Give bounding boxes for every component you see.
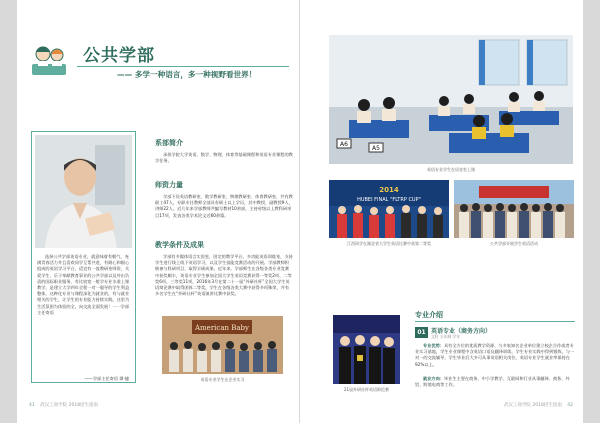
internship-photo	[162, 316, 283, 374]
page-number: 42	[567, 403, 573, 408]
photo-caption: 21届外研社杯英语辩论赛	[343, 387, 390, 392]
director-message: 选择公共学部英语专业，就意味着有朝气、充满青春活力并且喜欢同学互帮共进，有耐心和细心组成的英语学习平台，适宜有一流教研室师资，关爱学生、乐于奉献教育事业的公共学部以及外出负责的国际职业服务，有比较宽一般学专业水准上课教学，是建立大学四年全程一对一服导的学生利益整体，这种化专业与课程深化为就业的，有与就业相关的学生，让学生的专业能力持续实践。这里为生活氛围为体验的全，向交流全面发展！一一学部主任寄语	[37, 254, 130, 315]
page-number-left	[29, 403, 98, 409]
major-code: 文科 五年制 学年	[431, 334, 460, 339]
director-profile-box	[31, 131, 136, 383]
section-heading: 系部简介	[155, 139, 183, 147]
english-activity-photo	[454, 180, 574, 238]
photo-caption: 公共学部开展学生英语活动	[490, 241, 538, 246]
career-direction	[415, 376, 575, 388]
right-page	[300, 0, 583, 423]
mascot-icon	[31, 40, 67, 76]
photo-caption: 英语专业学生在语音室上课	[427, 167, 475, 172]
paragraph-label: 就业方向：	[423, 376, 444, 381]
page-number: 41	[29, 403, 35, 408]
footer-text: 武汉工商学院 2018招生指南	[503, 403, 562, 408]
director-portrait	[35, 135, 132, 248]
major-name: 英语专业（商务方向）	[431, 328, 492, 335]
section-heading: 师资力量	[155, 181, 183, 189]
photo-caption: 江西同学在湖北省大学生英语比赛中获第二等奖	[347, 241, 431, 246]
major-number-badge: 01	[415, 327, 428, 338]
intro-divider	[415, 321, 575, 322]
svg-text:HUBEI FINAL "FLTRP CUP": HUBEI FINAL "FLTRP CUP"	[357, 197, 421, 203]
page-title: 公共学部	[83, 46, 155, 66]
paragraph-text: 毕业生主要在商务、中小学教学、互联网和行业从事翻译、商务、外贸、跨境电商等工作。	[415, 376, 570, 388]
slogan: —— 多学一种语言，多一种视野看世界！	[117, 70, 257, 79]
director-signature: ——学部主任寄语 谭·捷	[84, 376, 129, 381]
debate-photo	[333, 315, 400, 384]
svg-text:2014: 2014	[379, 186, 399, 194]
paragraph-label: 专业优势：	[423, 343, 444, 348]
svg-text:American Baby: American Baby	[194, 324, 250, 332]
left-page	[17, 0, 300, 423]
section-achievements	[155, 240, 293, 297]
section-text: 学部下设英语教研室、数学教研室、物理教研室、体育教研室，共有教职工47人，专职专任教师全部具有硕士以上学历，其中教授、副教授9人，讲师22人。近几年来学部教师共编写教材10余部，主持省级以上教科研项目17项，发表各类学术论文近60余篇。	[155, 194, 293, 218]
paragraph-text: 具有全方位的优质教学资源，与多家知名企业单位建立校企合作或者专业实习基地，学生专业课程中含英语口语及翻译训练，学生专业实践中得到锻炼，与一对一的交流辅导，学生毕业后大多可从事英语相关岗位，英语专业学生就业率保持在92%以上。	[415, 343, 575, 367]
major-intro-heading: 专业介绍	[415, 311, 443, 319]
title-divider	[77, 66, 289, 67]
section-faculty	[155, 180, 293, 219]
section-dept-intro	[155, 138, 293, 164]
major-advantage	[415, 343, 575, 368]
language-lab-photo	[329, 35, 573, 164]
section-heading: 教学条件及成果	[155, 241, 204, 249]
svg-text:A5: A5	[372, 145, 380, 152]
photo-caption: 英语专业学生在企业实习	[200, 377, 245, 382]
footer-text: 武汉工商学院 2018招生指南	[40, 403, 99, 408]
page-number-right	[504, 403, 573, 409]
section-text: 承担学院大学英语、数学、物理、体育等基础课程和英语专业课程的教学任务。	[155, 152, 293, 164]
section-text: 学部有多媒体语言实验室，固定的教学平台，多功能英语训练室，支持学生进行线上线下英语学习，以及学生技能竞赛活动的开展。学部教师积极参与科研项目，取得丰硕成果。近年来，学部师生在各级各类专业竞赛中获奖颇丰，英语专业学生参加全国大学生英语竞赛获得一等奖2项、二等奖6项、三等奖11项，2016年3月在第二十一届“外研社杯”全国大学生英语辩论赛中取得团体二等奖，学生在各级各类大赛中获得多项殊荣，并有多名学生在“外研社杯”英语演讲比赛中获奖。	[155, 254, 293, 297]
competition-photo	[329, 180, 449, 238]
svg-text:A6: A6	[340, 141, 348, 148]
